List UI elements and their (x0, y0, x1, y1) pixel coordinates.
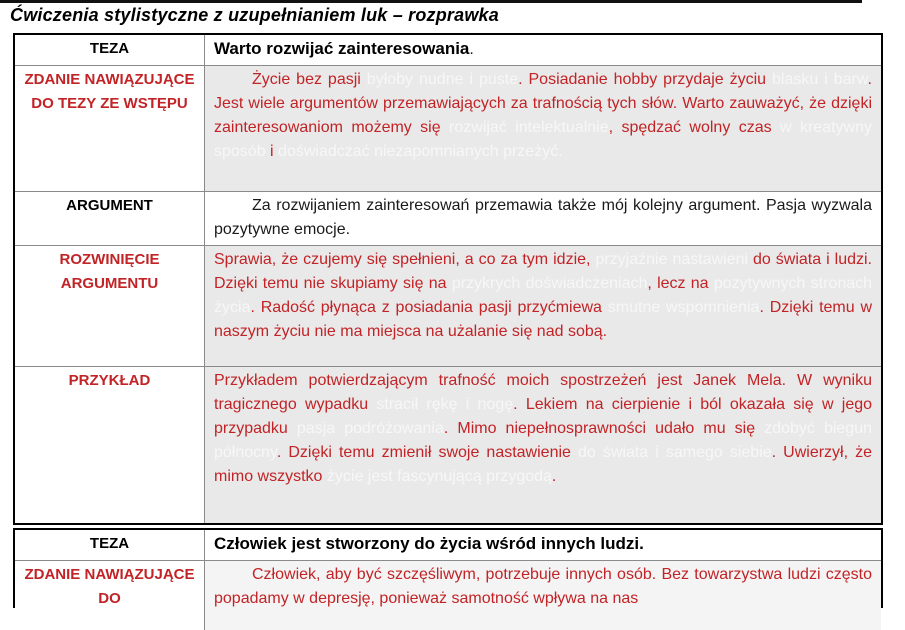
page-top-rule (0, 0, 862, 3)
text-segment-gap: zdobyć biegun północny (214, 420, 872, 461)
text-segment-gap: stracił rękę i nogę (376, 396, 514, 413)
essay-table-2 (13, 528, 883, 608)
text-segment-red: . Dzięki temu zmienił swoje nastawienie (276, 444, 578, 461)
text-segment-red: . Uwierzył, że mimo wszystko (214, 444, 873, 485)
text-segment-gap: do świata i samego siebie (577, 444, 772, 461)
row-content-teza (205, 35, 881, 65)
row-header-zdanie: ZDANIE NAWIĄZUJĄCE DO TEZY ZE WSTĘPU (15, 66, 205, 191)
text-segment-red: . Dzięki temu w naszym życiu nie ma miejsca na użalanie się nad sobą. (214, 299, 873, 340)
page-title: Ćwiczenia stylistyczne z uzupełnianiem luk – rozprawka (10, 5, 499, 25)
text-segment-gap: życie jest fascynującą przygodą (326, 468, 552, 485)
row-header-zdanie-2: ZDANIE NAWIĄZUJĄCE DO (15, 561, 205, 630)
text-segment-red: do świata i ludzi. Dzięki temu nie skupiamy się na (214, 251, 872, 292)
table-row-zdanie-2 (15, 560, 881, 630)
text-segment-red: Człowiek, aby być szczęśliwym, potrzebuje innych osób. Bez towarzystwa ludzi często popadamy w depresję, ponieważ samotność wpływa na nas (214, 566, 872, 607)
text-segment-gap: pasja podróżowania (296, 420, 444, 437)
text-segment-red: Przykładem potwierdzającym trafność moich spostrzeżeń jest Janek Mela. W wyniku tragicznego wypadku (214, 372, 872, 413)
row-header-przyklad: PRZYKŁAD (15, 367, 205, 523)
table-row-rozwiniecie (15, 245, 881, 366)
text-segment-red: , spędzać wolny czas (608, 119, 781, 136)
row-header-argument: ARGUMENT (15, 192, 205, 245)
text-segment-bold: Człowiek jest stworzony do życia wśród innych ludzi. (214, 534, 644, 553)
text-segment-gap: smutne wspomnienia (607, 299, 760, 316)
row-content-zdanie-2 (205, 561, 881, 630)
text-segment-gap: rozwijać intelektualnie (449, 119, 609, 136)
text-segment-gap: w kreatywny sposób (214, 119, 872, 160)
text-segment-red: . Lekiem na cierpienie i ból okazała się w jego przypadku (214, 396, 873, 437)
table-row-argument (15, 191, 881, 245)
row-header-teza: TEZA (15, 35, 205, 65)
text-segment-red: . Mimo niepełnosprawności udało mu się (443, 420, 765, 437)
text-segment-gap: przyjaźnie nastawieni (595, 251, 749, 268)
text-segment-red: Sprawia, że czujemy się spełnieni, a co za tym idzie, (214, 251, 596, 268)
text-segment-red: , lecz na (647, 275, 714, 292)
text-segment-plain: . (469, 41, 474, 58)
row-content-zdanie (205, 66, 881, 191)
text-segment-bold: Warto rozwijać zainteresowania (214, 39, 470, 58)
row-header-teza-2: TEZA (15, 530, 205, 560)
text-segment-red: . (551, 468, 557, 485)
text-segment-red: i (265, 143, 279, 160)
text-segment-gap: przykrych doświadczeniach (451, 275, 648, 292)
row-content-rozwiniecie (205, 246, 881, 366)
text-segment-red: . Jest wiele argumentów przemawiających za trafnością tych słów. Warto zauważyć, że dzięki zainteresowaniom możemy się (214, 71, 872, 136)
table-row-teza-2 (15, 530, 881, 560)
essay-table-1 (13, 33, 883, 525)
row-content-przyklad (205, 367, 881, 523)
text-segment-gap: pozytywnych stronach życia (214, 275, 873, 316)
row-content-argument (205, 192, 881, 245)
text-segment-plain: Za rozwijaniem zainteresowań przemawia także mój kolejny argument. Pasja wyzwala pozytywne emocje. (214, 197, 872, 238)
text-segment-gap: doświadczać niezapomnianych przeżyć. (278, 143, 563, 160)
text-segment-gap: byłoby nudne i puste (366, 71, 519, 88)
table-row-zdanie (15, 65, 881, 191)
table-row-przyklad (15, 366, 881, 523)
text-segment-red: . Posiadanie hobby przydaje życiu (518, 71, 773, 88)
text-segment-red: Życie bez pasji (252, 71, 367, 88)
table-row-teza (15, 35, 881, 65)
row-content-teza-2 (205, 530, 881, 560)
text-segment-gap: blasku i barw (772, 71, 868, 88)
text-segment-red: . Radość płynąca z posiadania pasji przyćmiewa (250, 299, 608, 316)
row-header-rozwiniecie: ROZWINIĘCIE ARGUMENTU (15, 246, 205, 366)
